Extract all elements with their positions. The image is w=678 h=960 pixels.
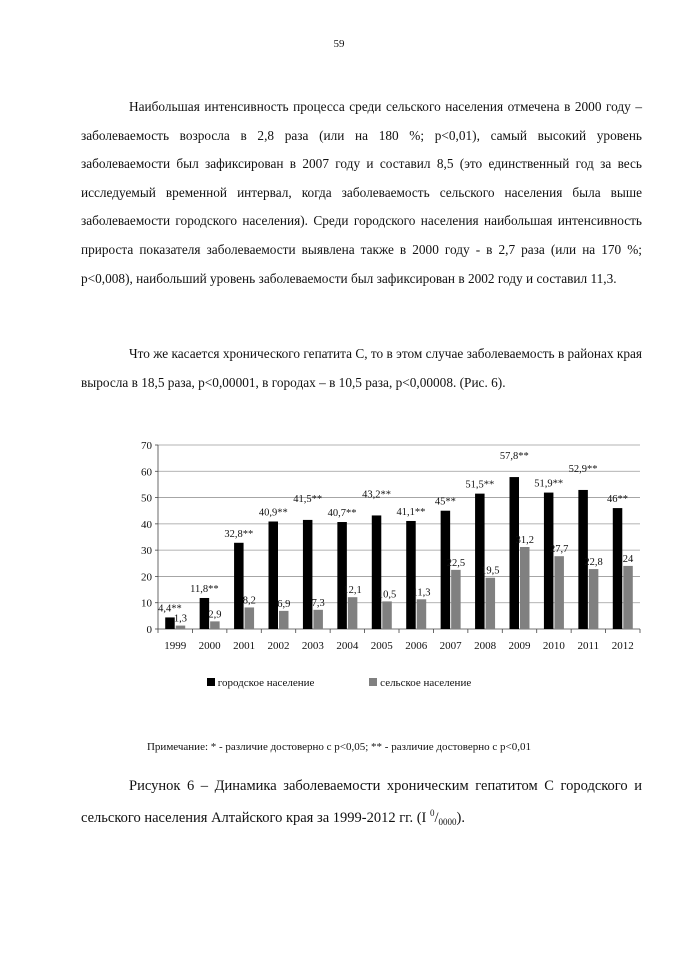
bar-rural [382,601,392,629]
bar-urban [372,515,382,629]
x-tick-label: 1999 [164,640,187,652]
bar-rural [554,556,564,629]
y-tick-label: 50 [141,492,152,505]
y-tick-label: 20 [141,571,152,584]
data-label-urban: 51,9** [534,478,564,490]
data-label-urban: 32,8** [224,528,254,540]
bar-urban [613,508,623,629]
y-tick-label: 70 [141,440,152,452]
data-label-rural: 2,9 [208,609,222,621]
caption-text: Рисунок 6 – Динамика заболеваемости хроническим гепатитом С городского и сельского населения Алтайского края за 1999-2012 гг. (I [81,778,642,826]
x-tick-label: 2005 [370,640,393,652]
bar-rural [279,611,289,629]
data-label-rural: 11,3 [412,587,431,599]
data-label-urban: 40,9** [258,507,288,519]
data-label-urban: 11,8** [190,583,219,595]
bar-urban [406,521,416,629]
data-label-rural: 22,8 [584,557,603,569]
data-label-rural: 8,2 [242,595,256,607]
data-label-urban: 51,5** [465,479,495,491]
bar-urban [544,493,554,629]
data-label-rural: 6,9 [277,598,291,610]
data-label-urban: 46** [607,494,629,506]
chart-legend [0,677,678,689]
y-tick-label: 0 [146,624,152,636]
x-tick-label: 2004 [336,640,359,652]
data-label-rural: 1,3 [173,613,188,625]
data-label-urban: 43,2** [362,489,391,501]
y-tick-label: 10 [141,597,152,610]
caption-subscript: 0000 [438,817,457,827]
caption-superscript: 0 [430,808,435,818]
bar-urban [303,520,313,629]
paragraph-hepatitis-c: Что же касается хронического гепатита С, то в этом случае заболеваемость в районах края выросла в 18,5 раза, р<0,00001, в городах – в 10,5 раза, р<0,00008. (Рис. 6). [81,346,642,390]
data-label-urban: 41,1** [396,506,426,518]
x-tick-label: 2002 [267,640,290,652]
bar-rural [245,607,255,629]
data-label-rural: 7,3 [311,597,325,609]
x-tick-label: 2011 [577,640,600,652]
legend-swatch-urban [207,678,215,686]
bar-urban [510,477,520,629]
legend-swatch-rural [369,678,377,686]
caption-slash: / [434,810,439,826]
data-label-rural: 12,1 [343,585,362,597]
data-label-urban: 57,8** [499,451,529,463]
data-label-urban: 45** [434,496,456,508]
bar-urban [337,522,347,629]
legend-label-urban: городское население [217,677,315,689]
x-tick-label: 2008 [474,640,497,652]
legend-label-rural: сельское население [380,677,472,689]
page-number: 59 [333,38,345,50]
bar-urban [234,543,244,629]
legend-item-rural [369,677,471,689]
bar-urban [475,494,485,629]
bar-urban [269,521,279,629]
bar-rural [451,570,461,629]
figure-caption [81,773,642,836]
bar-chart [130,435,650,652]
data-label-urban: 40,7** [327,508,357,520]
bar-rural [210,621,220,629]
data-label-rural: 22,5 [446,557,466,569]
x-tick-label: 2001 [233,640,256,652]
data-label-rural: 10,5 [377,589,397,601]
x-tick-label: 2009 [508,640,531,652]
legend-item-urban [207,677,315,689]
x-tick-label: 2007 [439,640,462,652]
bar-rural [520,547,530,629]
data-label-urban: 41,5** [293,493,323,505]
bar-rural [176,626,186,629]
data-label-rural: 27,7 [549,544,569,556]
data-label-rural: 19,5 [481,565,500,577]
data-label-rural: 24 [622,553,634,565]
data-label-urban: 52,9** [568,463,598,475]
figure-note: Примечание: * - различие достоверно с р<0,05; ** - различие достоверно с р<0,01 [146,741,532,753]
x-tick-label: 2006 [405,640,428,652]
x-tick-label: 2000 [198,640,221,652]
bar-rural [417,599,427,629]
bar-rural [589,569,599,629]
x-tick-label: 2003 [301,640,324,652]
paragraph-rural-incidence: Наибольшая интенсивность процесса среди сельского населения отмечена в 2000 году – заболеваемость возросла в 2,8 раза (или на 180 %; р<0,01), самый высокий уровень заболеваемости был зафиксирован в 2007 году и составил 8,5 (это единственный год за весь исследуемый временной интервал, когда заболеваемость сельского населения была выше заболеваемости городского населения). Среди городского населения наибольшая интенсивность прироста показателя заболеваемости выявлена также в 2000 году - в 2,7 раза (или на 170 %; р<0,008), наибольший уровень заболеваемости был зафиксирован в 2002 году и составил 11,3. [81,99,642,286]
data-label-rural: 31,2 [515,534,534,546]
y-tick-label: 60 [141,466,152,479]
bar-urban [441,511,451,629]
data-label-urban: 4,4** [158,603,182,615]
bar-rural [486,578,496,629]
bar-rural [348,597,358,629]
bar-rural [313,610,323,629]
y-tick-label: 30 [141,545,152,558]
caption-tail: ). [456,810,466,826]
y-tick-label: 40 [141,518,152,531]
x-tick-label: 2012 [611,640,634,652]
bar-rural [623,566,633,629]
x-tick-label: 2010 [542,640,565,652]
